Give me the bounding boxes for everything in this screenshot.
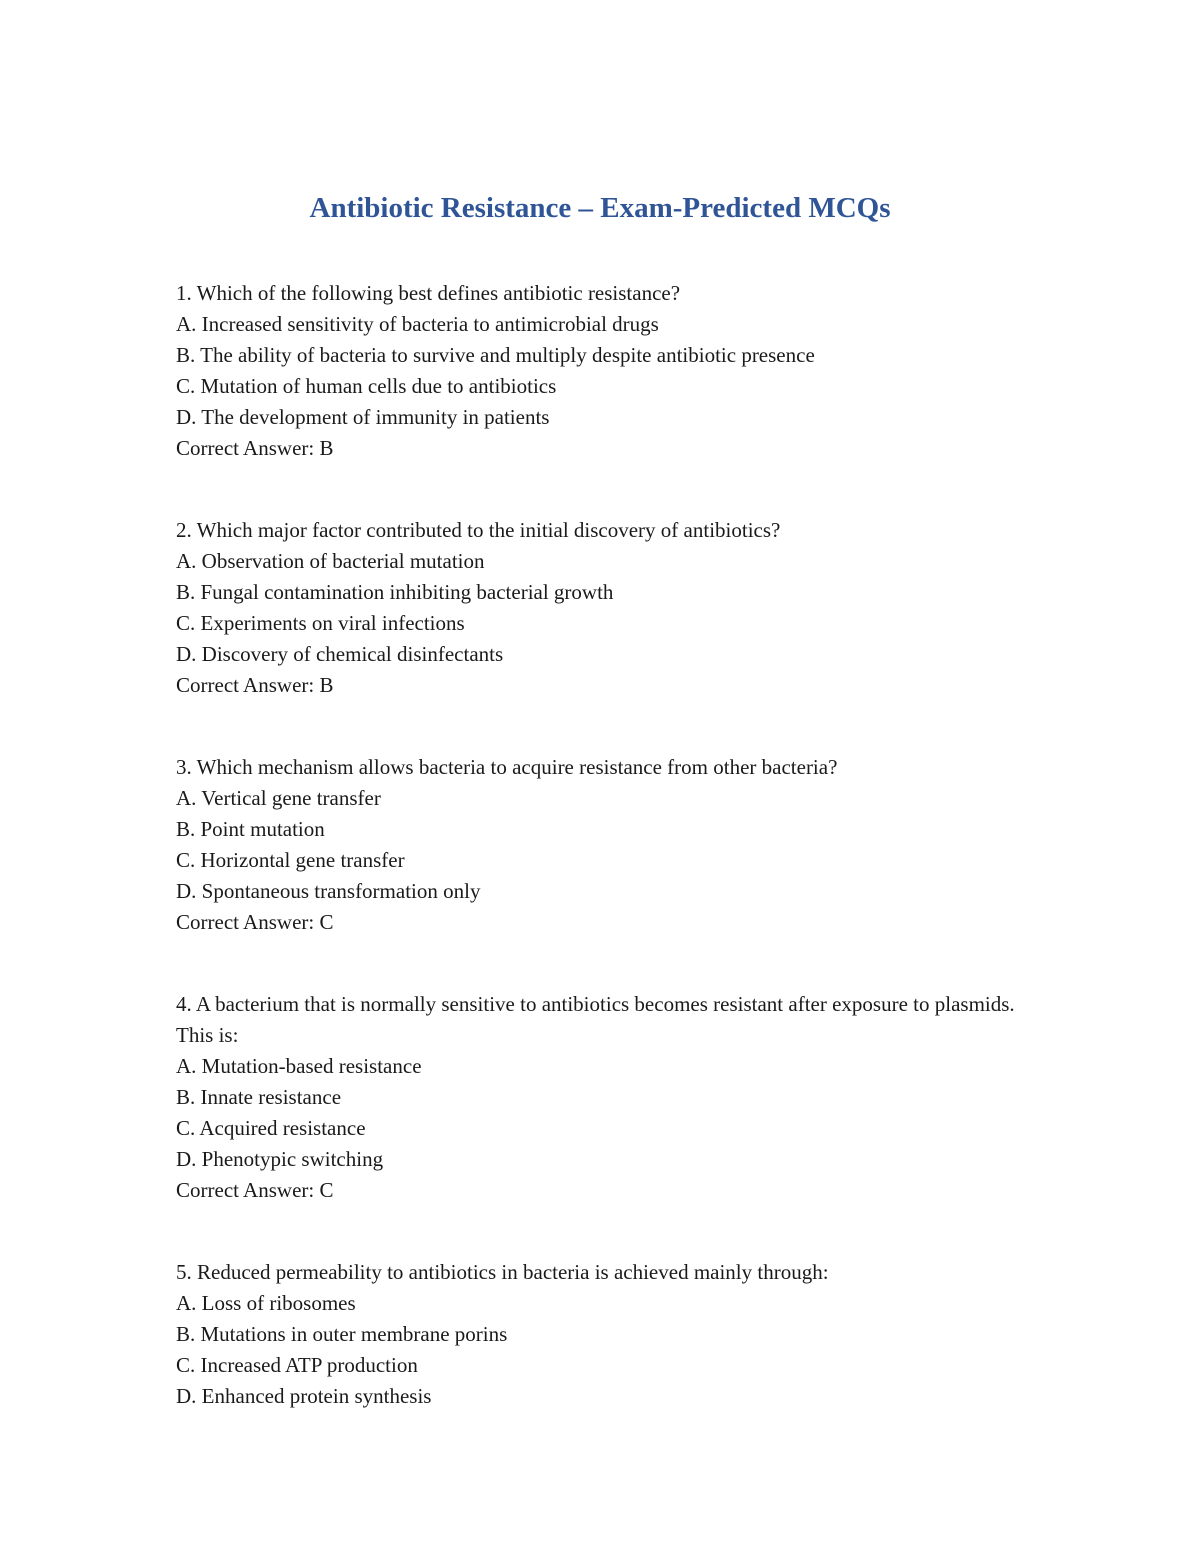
document-title: Antibiotic Resistance – Exam-Predicted MCQs xyxy=(309,192,891,224)
answer-option-d: D. Enhanced protein synthesis xyxy=(176,1384,432,1408)
answer-option-d: D. Discovery of chemical disinfectants xyxy=(176,642,504,666)
question-stem: 1. Which of the following best defines antibiotic resistance? xyxy=(176,281,681,305)
question-list xyxy=(176,278,1036,1463)
answer-option-b: B. The ability of bacteria to survive and multiply despite antibiotic presence xyxy=(176,343,815,367)
answer-option-b: B. Mutations in outer membrane porins xyxy=(176,1322,508,1346)
answer-option-a: A. Increased sensitivity of bacteria to antimicrobial drugs xyxy=(176,312,659,336)
question-5 xyxy=(176,1257,1036,1412)
question-2 xyxy=(176,515,1036,701)
answer-option-c: C. Mutation of human cells due to antibiotics xyxy=(176,374,557,398)
answer-option-d: D. The development of immunity in patients xyxy=(176,405,550,429)
question-stem: 5. Reduced permeability to antibiotics in bacteria is achieved mainly through: xyxy=(176,1260,829,1284)
answer-option-d: D. Phenotypic switching xyxy=(176,1147,384,1171)
answer-option-a: A. Loss of ribosomes xyxy=(176,1291,356,1315)
answer-option-c: C. Horizontal gene transfer xyxy=(176,848,405,872)
correct-answer: Correct Answer: C xyxy=(176,1178,334,1202)
question-3 xyxy=(176,752,1036,938)
question-4 xyxy=(176,989,1036,1206)
question-stem: 3. Which mechanism allows bacteria to acquire resistance from other bacteria? xyxy=(176,755,838,779)
answer-option-c: C. Increased ATP production xyxy=(176,1353,418,1377)
answer-option-a: A. Vertical gene transfer xyxy=(176,786,381,810)
correct-answer: Correct Answer: B xyxy=(176,673,334,697)
answer-option-c: C. Experiments on viral infections xyxy=(176,611,465,635)
question-1 xyxy=(176,278,1036,464)
correct-answer: Correct Answer: B xyxy=(176,436,334,460)
answer-option-d: D. Spontaneous transformation only xyxy=(176,879,481,903)
answer-option-b: B. Fungal contamination inhibiting bacterial growth xyxy=(176,580,614,604)
answer-option-c: C. Acquired resistance xyxy=(176,1116,366,1140)
question-stem: 2. Which major factor contributed to the initial discovery of antibiotics? xyxy=(176,518,781,542)
answer-option-b: B. Innate resistance xyxy=(176,1085,342,1109)
answer-option-a: A. Observation of bacterial mutation xyxy=(176,549,485,573)
question-stem: 4. A bacterium that is normally sensitive to antibiotics becomes resistant after exposure to plasmids. This is: xyxy=(176,992,1015,1047)
answer-option-b: B. Point mutation xyxy=(176,817,325,841)
answer-option-a: A. Mutation-based resistance xyxy=(176,1054,422,1078)
correct-answer: Correct Answer: C xyxy=(176,910,334,934)
